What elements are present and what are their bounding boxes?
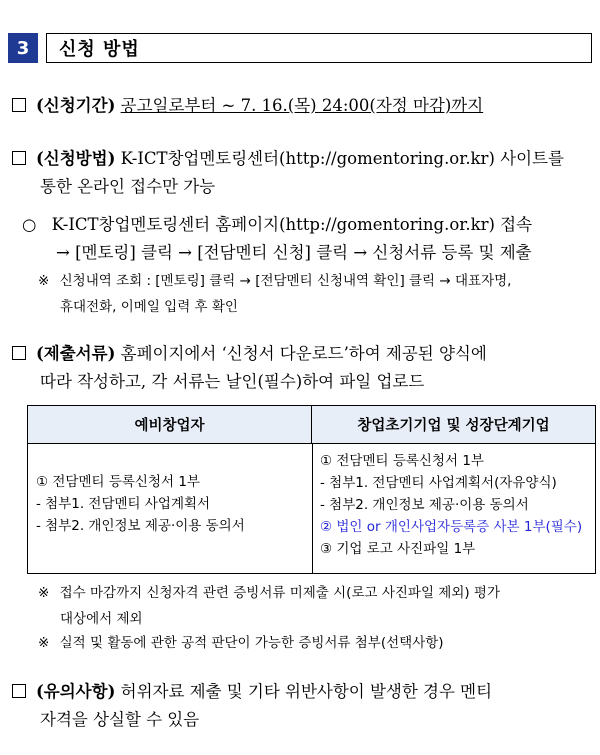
table-right-item-4-required: ② 법인 or 개인사업자등록증 사본 1부(필수) bbox=[320, 519, 583, 535]
documents-text-1: 홈페이지에서 ‘신청서 다운로드’하여 제공된 양식에 bbox=[120, 344, 487, 363]
caution-line-1 bbox=[12, 681, 492, 703]
table-header-company: 창업초기기업 및 성장단계기업 bbox=[312, 406, 595, 444]
documents-note-2-text: 실적 및 활동에 관한 공적 판단이 가능한 증빙서류 첨부(선택사항) bbox=[59, 635, 444, 651]
method-note-text-1: 신청내역 조회 : [멘토링] 클릭 → [전담멘티 신청내역 확인] 클릭 → 대표자명, bbox=[59, 273, 512, 289]
table-left-item-2: - 첨부1. 전담멘티 사업계획서 bbox=[36, 496, 211, 512]
method-label: (신청방법) bbox=[36, 149, 116, 168]
method-note-line-2: 휴대전화, 이메일 입력 후 확인 bbox=[60, 299, 238, 315]
table-right-item-5: ③ 기업 로고 사진파일 1부 bbox=[320, 541, 476, 557]
table-left-item-1: ① 전담멘티 등록신청서 1부 bbox=[36, 474, 200, 490]
documents-line-2: 따라 작성하고, 각 서류는 날인(필수)하여 파일 업로드 bbox=[40, 372, 425, 391]
section-number: 3 bbox=[8, 33, 38, 63]
circle-bullet-icon: ○ bbox=[22, 215, 37, 234]
caution-line-2: 자격을 상실할 수 있음 bbox=[40, 710, 200, 729]
table-right-item-1: ① 전담멘티 등록신청서 1부 bbox=[320, 453, 484, 469]
table-left-item-3: - 첨부2. 개인정보 제공·이용 동의서 bbox=[36, 518, 245, 534]
documents-note-2 bbox=[38, 633, 444, 653]
period-label: (신청기간) bbox=[36, 96, 116, 115]
caution-text-1: 허위자료 제출 및 기타 위반사항이 발생한 경우 멘티 bbox=[120, 682, 493, 701]
checkbox-square-icon bbox=[12, 98, 26, 112]
documents-line-1 bbox=[12, 343, 487, 365]
section-title: 신청 방법 bbox=[59, 39, 140, 60]
documents-label: (제출서류) bbox=[36, 344, 116, 363]
table-right-item-2: - 첨부1. 전담멘티 사업계획서(자유양식) bbox=[320, 475, 557, 491]
table-right-item-3: - 첨부2. 개인정보 제공·이용 동의서 bbox=[320, 497, 529, 513]
table-header-prestartup: 예비창업자 bbox=[28, 406, 312, 444]
reference-mark-icon: ※ bbox=[38, 273, 50, 289]
method-sub-line-1 bbox=[22, 214, 532, 236]
method-sub-line-2: → [멘토링] 클릭 → [전담멘티 신청] 클릭 → 신청서류 등록 및 제출 bbox=[56, 243, 532, 262]
table-column-divider bbox=[312, 444, 313, 573]
period-text: 공고일로부터 ~ 7. 16.(목) 24:00(자정 마감)까지 bbox=[120, 96, 484, 115]
method-line-2: 통한 온라인 접수만 가능 bbox=[40, 177, 216, 196]
documents-table bbox=[27, 405, 596, 574]
documents-note-1-text: 접수 마감까지 신청자격 관련 증빙서류 미제출 시(로고 사진파일 제외) 평가 bbox=[59, 585, 500, 601]
section-title-box bbox=[46, 33, 592, 63]
method-text-1: K-ICT창업멘토링센터(http://gomentoring.or.kr) 사이트를 bbox=[120, 149, 564, 168]
checkbox-square-icon bbox=[12, 684, 26, 698]
reference-mark-icon: ※ bbox=[38, 635, 50, 651]
caution-label: (유의사항) bbox=[36, 682, 116, 701]
reference-mark-icon: ※ bbox=[38, 585, 50, 601]
checkbox-square-icon bbox=[12, 151, 26, 165]
method-sub-text-1: K-ICT창업멘토링센터 홈페이지(http://gomentoring.or.kr) 접속 bbox=[51, 215, 533, 234]
documents-note-1-line-1 bbox=[38, 583, 500, 603]
documents-note-1-line-2: 대상에서 제외 bbox=[60, 611, 143, 627]
method-line-1 bbox=[12, 148, 564, 170]
checkbox-square-icon bbox=[12, 346, 26, 360]
period-line bbox=[12, 95, 483, 117]
method-note-line-1 bbox=[38, 271, 511, 291]
